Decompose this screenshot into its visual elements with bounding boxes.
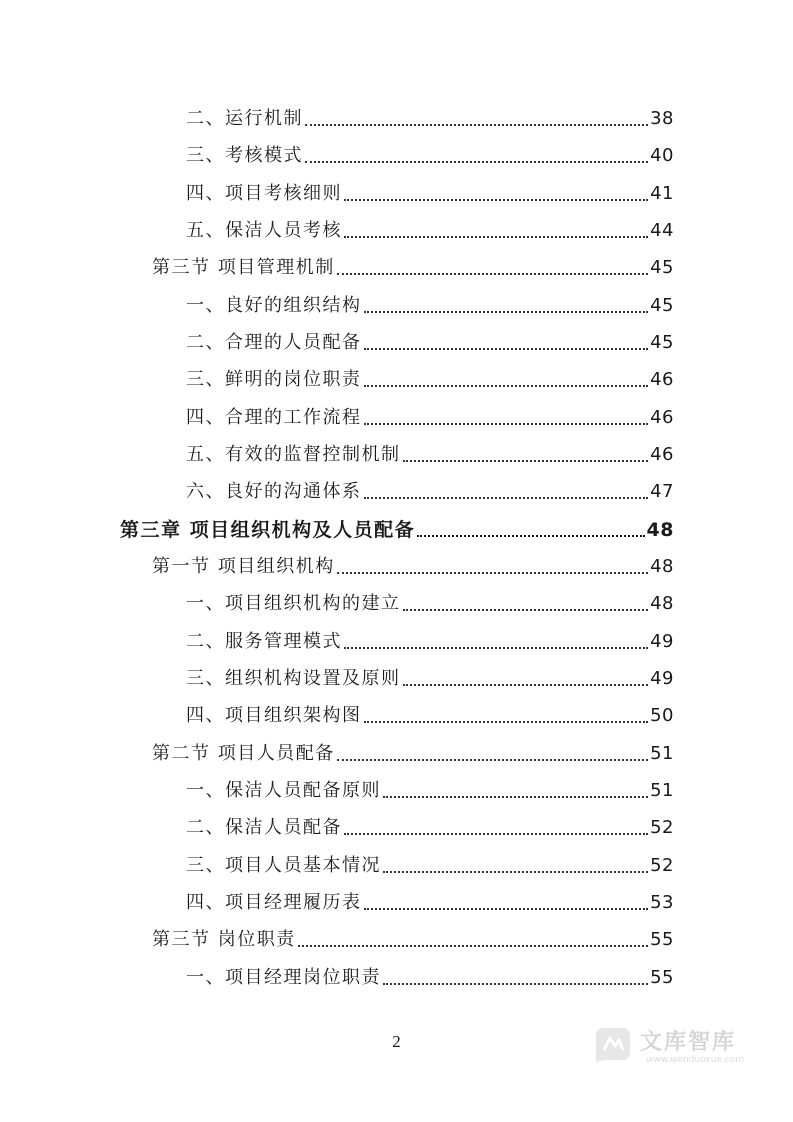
toc-entry-page: 48	[650, 556, 674, 577]
toc-entry[interactable]	[186, 405, 674, 431]
toc-entry-page: 49	[650, 668, 674, 689]
toc-entry[interactable]	[186, 479, 674, 505]
dot-leader	[337, 759, 648, 761]
toc-entry-title: 二、服务管理模式	[186, 631, 342, 652]
toc-entry-title: 第三章 项目组织机构及人员配备	[120, 519, 416, 541]
toc-entry[interactable]	[186, 181, 674, 207]
toc-entry[interactable]	[186, 106, 674, 132]
dot-leader	[337, 273, 648, 275]
dot-leader	[383, 983, 648, 985]
toc-entry-title: 六、良好的沟通体系	[186, 481, 362, 502]
dot-leader	[403, 609, 649, 611]
watermark-brand: 文库智库	[640, 1030, 737, 1055]
toc-entry-title: 一、项目经理岗位职责	[186, 967, 381, 988]
toc-entry-title: 四、项目考核细则	[186, 183, 342, 204]
toc-entry-page: 49	[650, 631, 674, 652]
toc-entry-page: 46	[650, 444, 674, 465]
toc-entry-page: 46	[650, 369, 674, 390]
dot-leader	[364, 311, 649, 313]
toc-entry-title: 三、组织机构设置及原则	[186, 668, 401, 689]
toc-entry[interactable]	[186, 442, 674, 468]
dot-leader	[344, 833, 648, 835]
dot-leader	[344, 199, 648, 201]
toc-entry-page: 52	[650, 855, 674, 876]
dot-leader	[364, 385, 649, 387]
toc-entry[interactable]	[152, 741, 674, 767]
toc-entry-page: 51	[650, 743, 674, 764]
toc-entry-page: 47	[650, 481, 674, 502]
dot-leader	[364, 348, 649, 350]
watermark-url: www.wenduoxue.com	[646, 1055, 745, 1065]
watermark	[588, 1022, 758, 1074]
toc-chapter-entry[interactable]	[120, 517, 674, 543]
toc-entry-page: 41	[650, 183, 674, 204]
dot-leader	[298, 945, 648, 947]
toc-entry[interactable]	[152, 554, 674, 580]
toc-entry-page: 55	[650, 967, 674, 988]
toc-entry[interactable]	[186, 218, 674, 244]
toc-entry[interactable]	[186, 890, 674, 916]
brand-logo-icon	[588, 1022, 636, 1070]
toc-entry-title: 一、良好的组织结构	[186, 295, 362, 316]
dot-leader	[337, 572, 648, 574]
toc-entry-title: 一、保洁人员配备原则	[186, 780, 381, 801]
dot-leader	[364, 908, 649, 910]
toc-entry-title: 第一节 项目组织机构	[152, 556, 335, 577]
page-number: 2	[392, 1032, 401, 1051]
toc-entry[interactable]	[186, 293, 674, 319]
dot-leader	[344, 236, 648, 238]
toc-entry-title: 四、项目经理履历表	[186, 892, 362, 913]
toc-entry-page: 48	[650, 593, 674, 614]
dot-leader	[364, 423, 649, 425]
toc-entry-title: 四、合理的工作流程	[186, 407, 362, 428]
dot-leader	[344, 647, 648, 649]
toc-entry[interactable]	[186, 330, 674, 356]
toc-entry-page: 45	[650, 295, 674, 316]
toc-entry[interactable]	[186, 778, 674, 804]
toc-entry[interactable]	[186, 591, 674, 617]
toc-entry-page: 48	[646, 519, 674, 541]
toc-entry-title: 第三节 岗位职责	[152, 929, 296, 950]
toc-entry[interactable]	[152, 255, 674, 281]
dot-leader	[403, 684, 649, 686]
toc-entry-title: 第三节 项目管理机制	[152, 257, 335, 278]
toc-entry[interactable]	[186, 965, 674, 991]
dot-leader	[383, 796, 648, 798]
dot-leader	[403, 460, 649, 462]
toc-entry-page: 45	[650, 332, 674, 353]
toc-entry[interactable]	[186, 143, 674, 169]
toc-entry-page: 53	[650, 892, 674, 913]
toc-entry-page: 52	[650, 817, 674, 838]
toc-entry-title: 二、保洁人员配备	[186, 817, 342, 838]
toc-entry[interactable]	[186, 666, 674, 692]
toc-entry-title: 四、项目组织架构图	[186, 705, 362, 726]
dot-leader	[305, 161, 648, 163]
toc-entry-title: 五、保洁人员考核	[186, 220, 342, 241]
toc-entry-page: 40	[650, 145, 674, 166]
toc-entry-title: 五、有效的监督控制机制	[186, 444, 401, 465]
toc-entry-title: 一、项目组织机构的建立	[186, 593, 401, 614]
toc-entry-title: 第二节 项目人员配备	[152, 743, 335, 764]
toc-entry-title: 三、考核模式	[186, 145, 303, 166]
toc-entry[interactable]	[186, 815, 674, 841]
toc-entry-page: 50	[650, 705, 674, 726]
dot-leader	[305, 124, 648, 126]
dot-leader	[364, 497, 649, 499]
toc-entry-title: 三、鲜明的岗位职责	[186, 369, 362, 390]
dot-leader	[364, 721, 649, 723]
dot-leader	[417, 535, 644, 537]
toc-entry-page: 46	[650, 407, 674, 428]
toc-entry-page: 51	[650, 780, 674, 801]
toc-entry[interactable]	[152, 927, 674, 953]
toc-entry-title: 二、合理的人员配备	[186, 332, 362, 353]
toc-entry-page: 55	[650, 929, 674, 950]
toc-entry[interactable]	[186, 853, 674, 879]
toc-entry-page: 44	[650, 220, 674, 241]
toc-entry[interactable]	[186, 629, 674, 655]
toc-entry[interactable]	[186, 703, 674, 729]
dot-leader	[383, 871, 648, 873]
toc-entry-title: 三、项目人员基本情况	[186, 855, 381, 876]
toc-entry-title: 二、运行机制	[186, 108, 303, 129]
toc-entry-page: 45	[650, 257, 674, 278]
toc-entry[interactable]	[186, 367, 674, 393]
toc-entry-page: 38	[650, 108, 674, 129]
